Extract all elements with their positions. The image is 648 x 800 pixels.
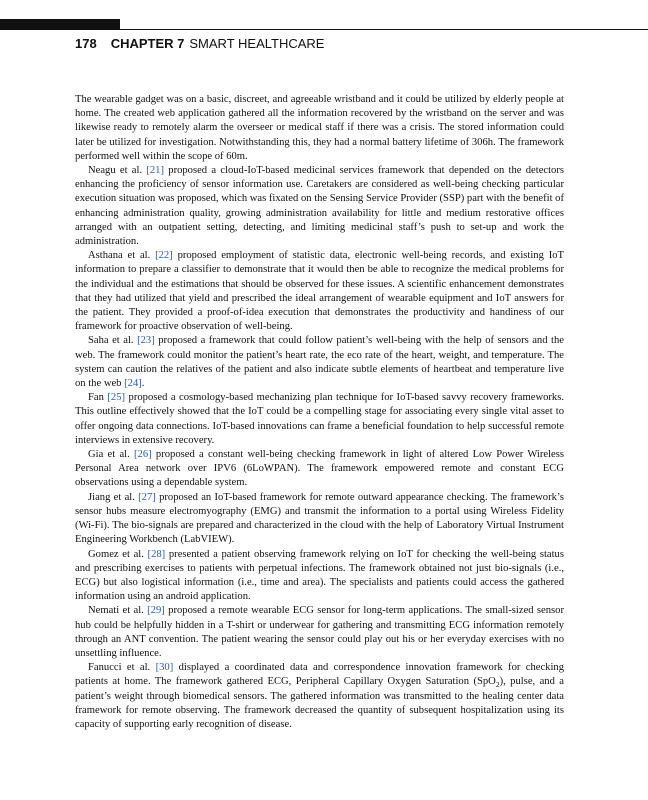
citation-link[interactable]: [22]: [155, 250, 173, 262]
paragraph: [75, 249, 567, 334]
chapter-label: CHAPTER 7: [110, 36, 185, 51]
text-segment: displayed a coordinated data and correspondence innovation framework for checking patients at home. The framework gathered ECG, Peripheral Capillary Oxygen Saturation (SpO: [75, 662, 567, 688]
citation-link[interactable]: [29]: [147, 605, 165, 617]
text-segment: Gomez et al.: [88, 548, 148, 560]
text-segment: proposed a framework that could follow patient’s well-being with the help of sensors and the web. The framework could monitor the patient’s heart rate, the eco rate of the heart, weight, and temperature. The system can caution the relatives of the patient and also indicate subtle elements of heartbeat and temperature live on the web: [75, 335, 567, 390]
citation-link[interactable]: [25]: [107, 392, 126, 404]
body-text: [75, 93, 567, 732]
paragraph: [75, 548, 567, 605]
text-segment: proposed an IoT-based framework for remote outward appearance checking. The framework’s sensor hubs measure electromyography (EMG) and transmit the information to a portal using Wireless Fidelity (Wi-Fi). The bio-signals are prepared and characterized in the cloud with the help of Laboratory Virtual Instrument Engineering Workbench (LabVIEW).: [75, 491, 567, 546]
citation-link[interactable]: [30]: [155, 662, 174, 674]
citation-link[interactable]: [27]: [138, 491, 156, 503]
text-segment: Gia et al.: [88, 449, 134, 461]
paragraph: [75, 604, 567, 661]
chapter-title: SMART HEALTHCARE: [189, 36, 325, 51]
running-header: [75, 36, 324, 51]
header-rule: [0, 29, 648, 30]
page-number: 178: [75, 36, 97, 51]
text-segment: The wearable gadget was on a basic, discreet, and agreeable wristband and it could be utilized by elderly people at home. The created web application gathered all the information recovered by the wristband on the server and was likewise ready to remotely alarm the overseer or medical staff if there was a crisis. The stored information could later be utilized for investigation. Notwithstanding this, they had a normal battery lifetime of 306h. The framework performed well within the scope of 60m.: [75, 94, 567, 162]
paragraph: [75, 93, 567, 164]
paragraph: [75, 334, 567, 391]
text-segment: ), pulse, and a patient’s weight through biomedical sensors. The gathered information was transmitted to the healing center data framework for remote observing. The framework decreased the quantity of subsequent hospitalization using its capacity of supporting early recognition of disease.: [75, 676, 567, 730]
subscript: 2: [495, 680, 500, 690]
citation-link[interactable]: [26]: [134, 449, 152, 461]
text-segment: Neagu et al.: [88, 165, 147, 177]
paragraph: [75, 448, 567, 491]
text-segment: proposed a remote wearable ECG sensor for long-term applications. The small-sized sensor hub could be helpfully hidden in a T-shirt or underwear for gathering and transmitting ECG information remotely through an ANT convention. The patient wearing the sensor could play out his or her everyday exercises with no unsettling influence.: [75, 605, 567, 659]
text-segment: proposed a cosmology-based mechanizing plan technique for IoT-based savvy recovery frameworks. This outline effectively showed that the IoT could be a compelling stage for associating every single vital asset to offer ongoing data connections. IoT-based innovations can frame a beneficial foundation to help successful remote interviews in extensive recovery.: [75, 392, 567, 446]
text-segment: proposed a cloud-IoT-based medicinal services framework that depended on the detectors enhancing the proficiency of sensor information use. Caretakers are considered as well-being checking particular execution situation was proposed, which was fixated on the Sensing Service Provider (SSP) part with the benefit of enhancing administration quality, growing administration availability for little and medium restorative offices arranged with an outpatient setting, detecting, and limiting medicinal staff’s push to set-up and work the administration.: [75, 165, 567, 248]
text-segment: Nemati et al.: [88, 605, 148, 617]
citation-link[interactable]: [21]: [146, 165, 165, 177]
text-segment: presented a patient observing framework relying on IoT for checking the well-being status and prescribing exercises to patients with perpetual infections. The framework obtained not just bio-signals (i.e., ECG) but also logistical information (i.e., time and area). The specialists and patients could access the gathered information using an android application.: [75, 548, 567, 603]
citation-link[interactable]: [24]: [124, 378, 142, 390]
text-segment: Fanucci et al.: [88, 662, 156, 674]
text-segment: proposed employment of statistic data, electronic well-being records, and existing IoT information to prepare a classifier to demonstrate that it would then be able to recognize the medical problems for the individual and the estimations that should be observed for these issues. A scientific enhancement demonstrates that they had utilized that yield and prescribed the ideal arrangement of wearable equipment and IoT answers for the patient. They provided a proof-of-idea execution that demonstrates the productivity and handiness of our framework for proactive observation of well-being.: [75, 250, 567, 333]
text-segment: Saha et al.: [88, 335, 138, 347]
text-segment: proposed a constant well-being checking framework in light of altered Low Power Wireless Personal Area network over IPV6 (6LoWPAN). The framework empowered remote and constant ECG observations using a dependable system.: [75, 449, 567, 489]
text-segment: .: [141, 378, 145, 390]
citation-link[interactable]: [23]: [137, 335, 155, 347]
paragraph: [75, 661, 567, 732]
text-segment: Asthana et al.: [88, 250, 156, 262]
text-segment: Jiang et al.: [88, 491, 139, 503]
paragraph: [75, 491, 567, 548]
text-segment: Fan: [88, 392, 108, 404]
paragraph: [75, 164, 567, 249]
citation-link[interactable]: [28]: [147, 548, 166, 560]
paragraph: [75, 391, 567, 448]
